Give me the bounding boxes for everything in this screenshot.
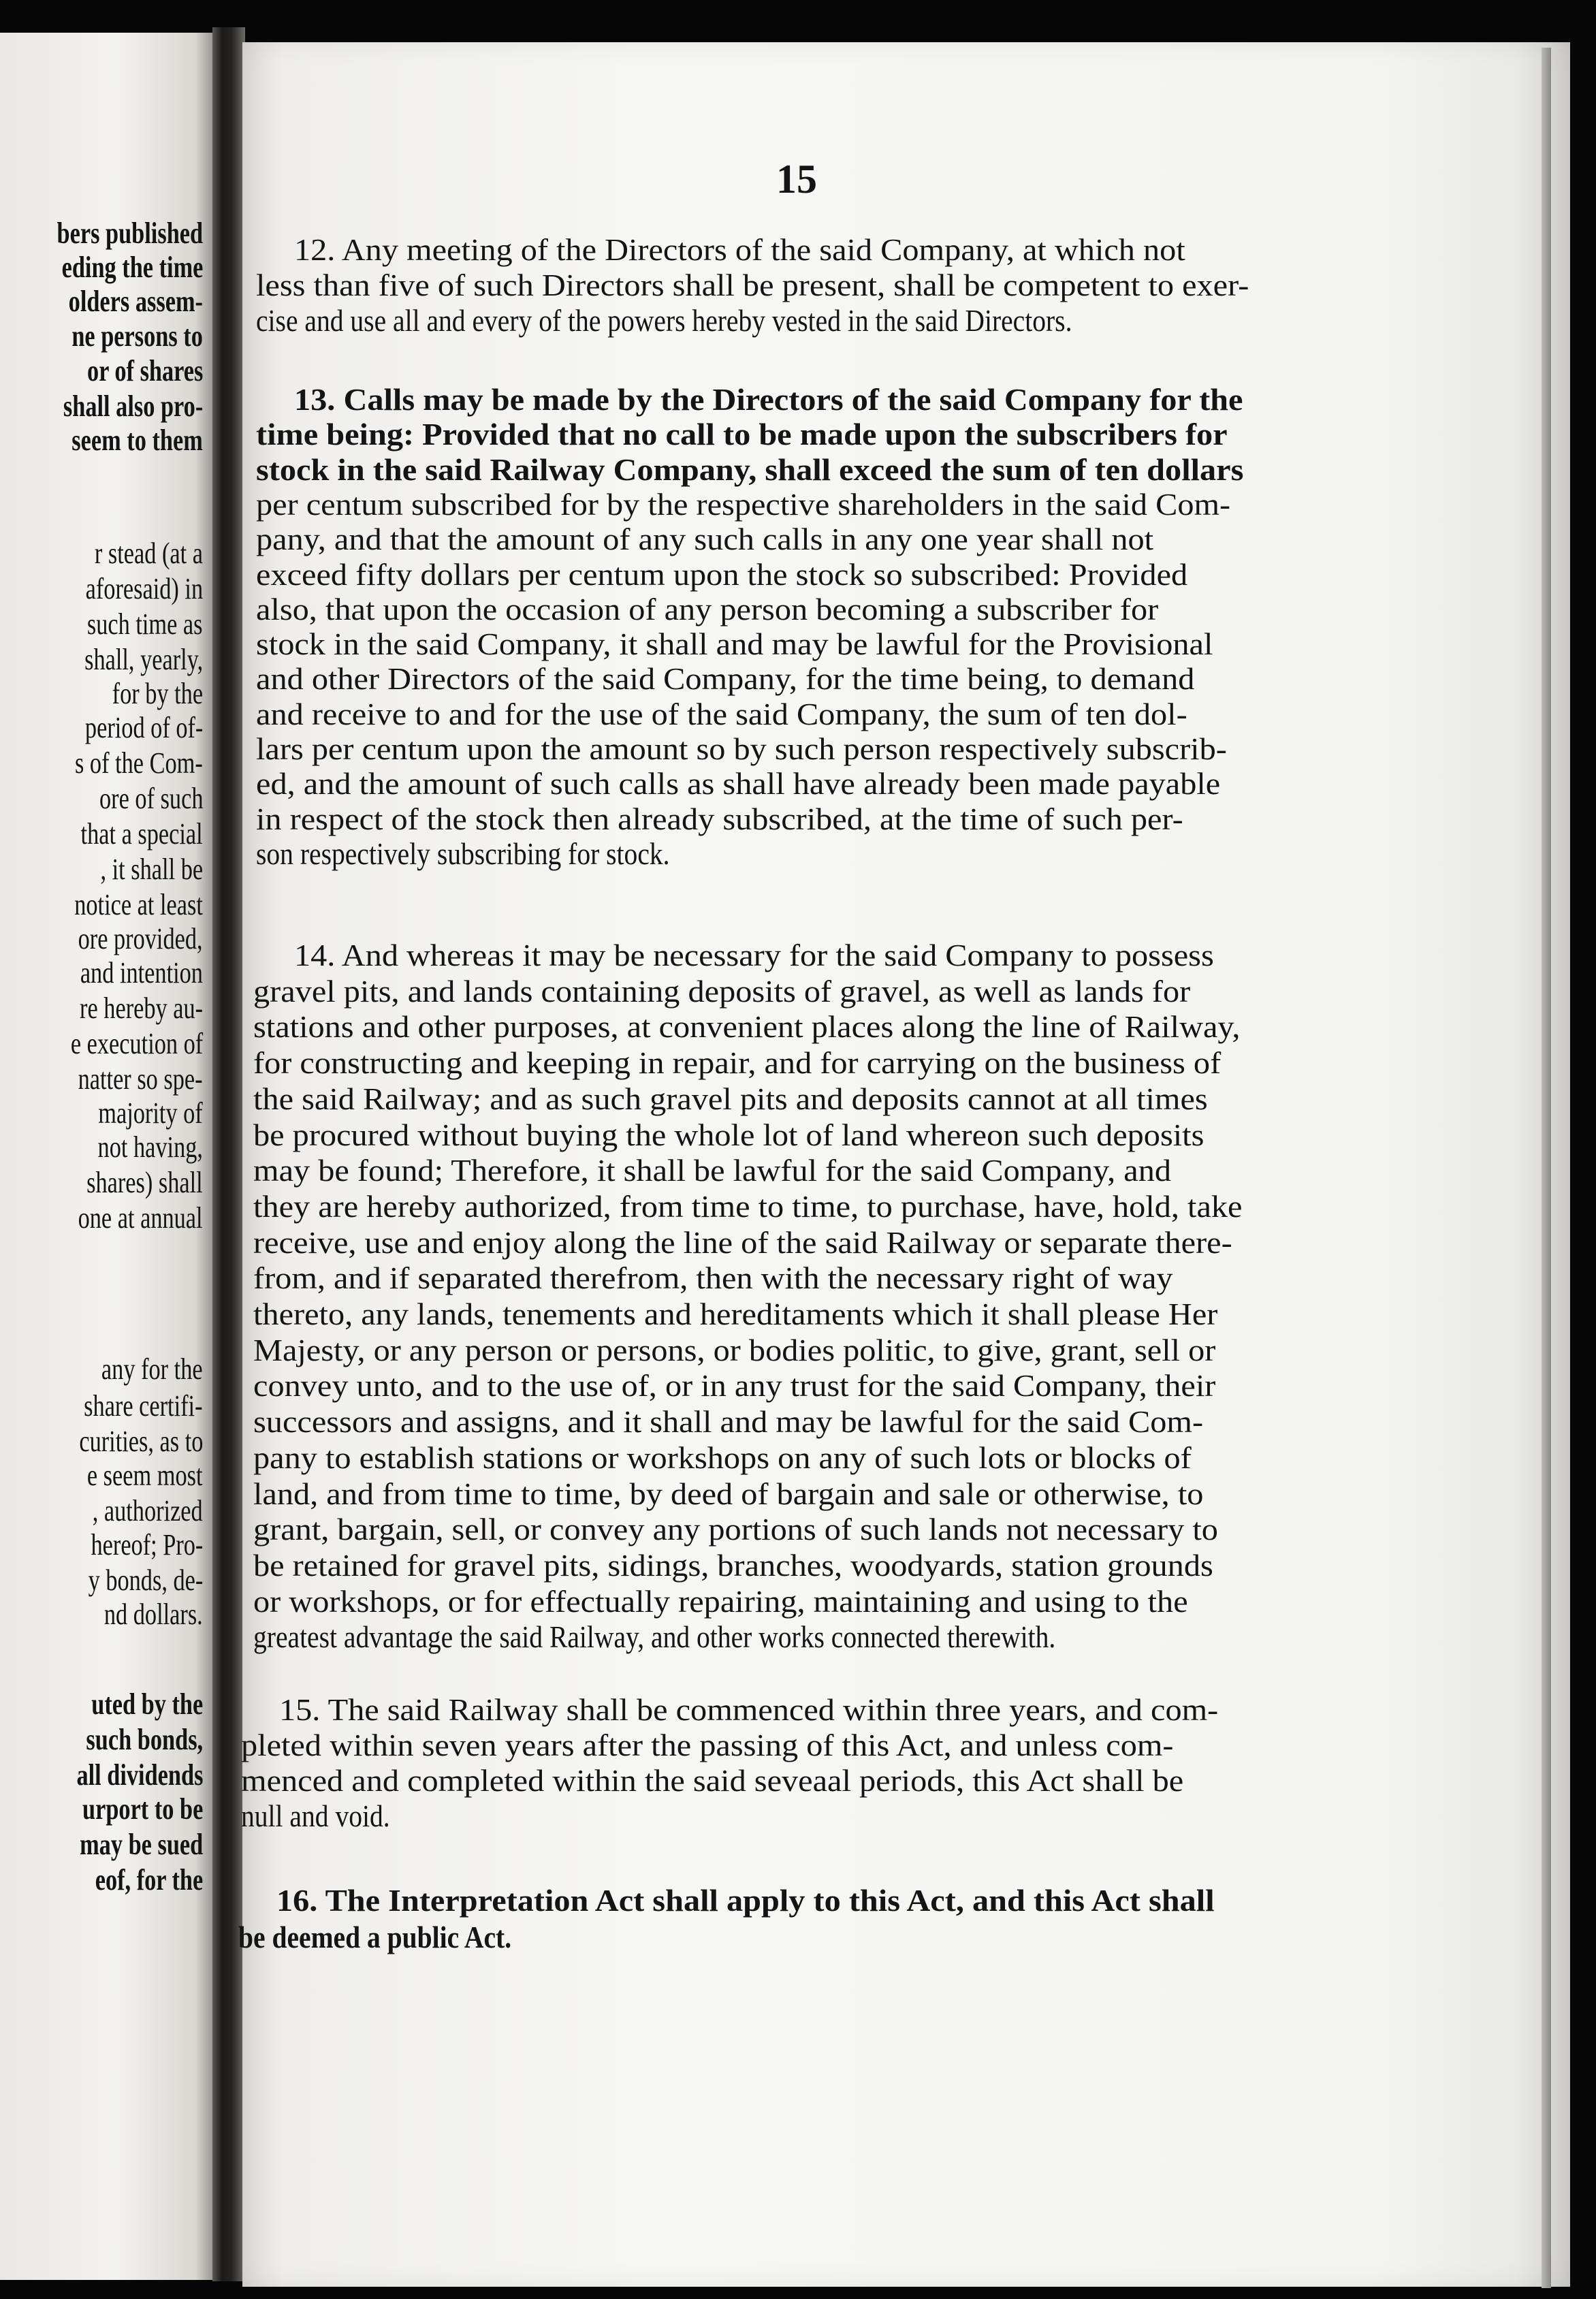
text-line: receive, use and enjoy along the line of the said Railway or separate there- [253, 1224, 1232, 1260]
text-line: pany, and that the amount of any such calls in any one year shall not [256, 522, 1154, 557]
left-page-line: natter so spe- [78, 1062, 203, 1096]
text-line: time being: Provided that no call to be made upon the subscribers for [256, 417, 1228, 452]
left-page-line: notice at least [74, 888, 203, 921]
text-line: exceed fifty dollars per centum upon the stock so subscribed: Provided [256, 556, 1188, 592]
left-page-line: re hereby au- [79, 992, 203, 1025]
text-line: be procured without buying the whole lot of land whereon such deposits [253, 1117, 1204, 1152]
left-page-line: for by the [112, 677, 203, 710]
left-page-line: shall, yearly, [84, 643, 203, 676]
left-page-line: uted by the [91, 1687, 203, 1721]
left-page-line: , authorized [92, 1494, 203, 1527]
text-line: or workshops, or for effectually repairing, maintaining and using to the [253, 1583, 1188, 1619]
text-line: 16. The Interpretation Act shall apply to this Act, and this Act shall [276, 1883, 1215, 1918]
left-page-line: olders assem- [68, 285, 203, 318]
text-line: pany to establish stations or workshops on any of such lots or blocks of [253, 1440, 1192, 1475]
text-line: lars per centum upon the amount so by such person respectively subscrib- [256, 731, 1227, 766]
page-number: 15 [776, 157, 817, 202]
text-line: from, and if separated therefrom, then with the necessary right of way [253, 1261, 1173, 1296]
text-line: also, that upon the occasion of any person becoming a subscriber for [256, 591, 1159, 627]
text-line: convey unto, and to the use of, or in any trust for the said Company, their [253, 1368, 1216, 1404]
text-line: menced and completed within the said seveaal periods, this Act shall be [241, 1763, 1184, 1798]
left-page-line: y bonds, de- [88, 1564, 203, 1597]
text-line: 14. And whereas it may be necessary for the said Company to possess [294, 938, 1214, 972]
text-line: and other Directors of the said Company, for the time being, to demand [256, 661, 1195, 697]
left-page-line: r stead (at a [94, 537, 203, 570]
left-page-line: period of of- [84, 711, 203, 744]
left-page-line: hereof; Pro- [91, 1528, 203, 1561]
left-page-fragment [0, 33, 212, 2280]
left-page-line: such bonds, [86, 1723, 203, 1756]
text-line: greatest advantage the said Railway, and other works connected therewith. [253, 1619, 1056, 1655]
text-line: and receive to and for the use of the said Company, the sum of ten dol- [256, 696, 1187, 731]
text-line: per centum subscribed for by the respective shareholders in the said Com- [256, 486, 1231, 522]
text-line: stock in the said Railway Company, shall exceed the sum of ten dollars [256, 451, 1244, 487]
text-line: for constructing and keeping in repair, and for carrying on the business of [253, 1045, 1222, 1081]
text-line: thereto, any lands, tenements and hereditaments which it shall please Her [253, 1297, 1218, 1331]
text-line: null and void. [241, 1798, 390, 1833]
left-page-line: one at annual [78, 1201, 203, 1235]
left-page-line: aforesaid) in [85, 572, 203, 605]
left-page-line: eof, for the [95, 1863, 203, 1897]
text-line: cise and use all and every of the powers hereby vested in the said Directors. [256, 303, 1072, 338]
left-page-line: e seem most [87, 1459, 203, 1492]
text-line: land, and from time to time, by deed of bargain and sale or otherwise, to [253, 1476, 1204, 1511]
text-line: son respectively subscribing for stock. [256, 836, 670, 871]
text-line: be deemed a public Act. [238, 1920, 512, 1954]
left-page-line: or of shares [86, 354, 203, 387]
left-page-line: s of the Com- [75, 746, 203, 780]
text-line: pleted within seven years after the passing of this Act, and unless com- [241, 1728, 1174, 1762]
left-page-line: ore provided, [78, 922, 203, 955]
left-page-line: bers published [57, 217, 203, 250]
left-page-line: all dividends [76, 1758, 203, 1792]
left-page-line: seem to them [71, 424, 203, 457]
text-line: 15. The said Railway shall be commenced within three years, and com- [279, 1692, 1219, 1727]
left-page-line: such time as [87, 607, 203, 641]
text-line: less than five of such Directors shall be present, shall be competent to exer- [256, 268, 1249, 302]
text-line: Majesty, or any person or persons, or bodies politic, to give, grant, sell or [253, 1332, 1216, 1367]
text-line: be retained for gravel pits, sidings, branches, woodyards, station grounds [253, 1547, 1213, 1583]
left-page-line: may be sued [79, 1828, 203, 1861]
left-page-line: and intention [80, 956, 203, 989]
text-line: successors and assigns, and it shall and may be lawful for the said Com- [253, 1404, 1204, 1440]
text-line: grant, bargain, sell, or convey any portions of such lands not necessary to [253, 1512, 1218, 1547]
left-page-line: share certifi- [84, 1389, 203, 1423]
text-line: gravel pits, and lands containing deposits of gravel, as well as lands for [253, 973, 1191, 1009]
text-line: 12. Any meeting of the Directors of the said Company, at which not [294, 232, 1185, 267]
left-page-line: , it shall be [100, 853, 203, 886]
text-line: in respect of the stock then already subscribed, at the time of such per- [256, 801, 1183, 836]
text-line: may be found; Therefore, it shall be lawful for the said Company, and [253, 1153, 1172, 1188]
left-page-line: any for the [101, 1352, 203, 1386]
left-page-line: ne persons to [71, 319, 203, 353]
left-page-line: shares) shall [86, 1166, 203, 1199]
text-line: ed, and the amount of such calls as shall have already been made payable [256, 766, 1221, 802]
left-page-line: e execution of [70, 1027, 203, 1060]
text-line: stock in the said Company, it shall and may be lawful for the Provisional [256, 627, 1213, 662]
page-edge [1542, 48, 1551, 2288]
left-page-line: eding the time [61, 251, 203, 284]
left-page-line: shall also pro- [63, 390, 203, 423]
text-line: 13. Calls may be made by the Directors of the said Company for the [294, 382, 1243, 417]
text-line: the said Railway; and as such gravel pits and deposits cannot at all times [253, 1081, 1208, 1116]
left-page-line: majority of [98, 1096, 203, 1130]
left-page-line: urport to be [82, 1792, 203, 1826]
text-line: stations and other purposes, at convenient places along the line of Railway, [253, 1009, 1241, 1045]
left-page-line: curities, as to [78, 1425, 203, 1458]
left-page-line: ore of such [99, 782, 203, 815]
left-page-line: that a special [80, 817, 203, 851]
text-line: they are hereby authorized, from time to time, to purchase, have, hold, take [253, 1188, 1243, 1224]
left-page-line: not having, [97, 1130, 203, 1164]
left-page-line: nd dollars. [104, 1598, 203, 1631]
